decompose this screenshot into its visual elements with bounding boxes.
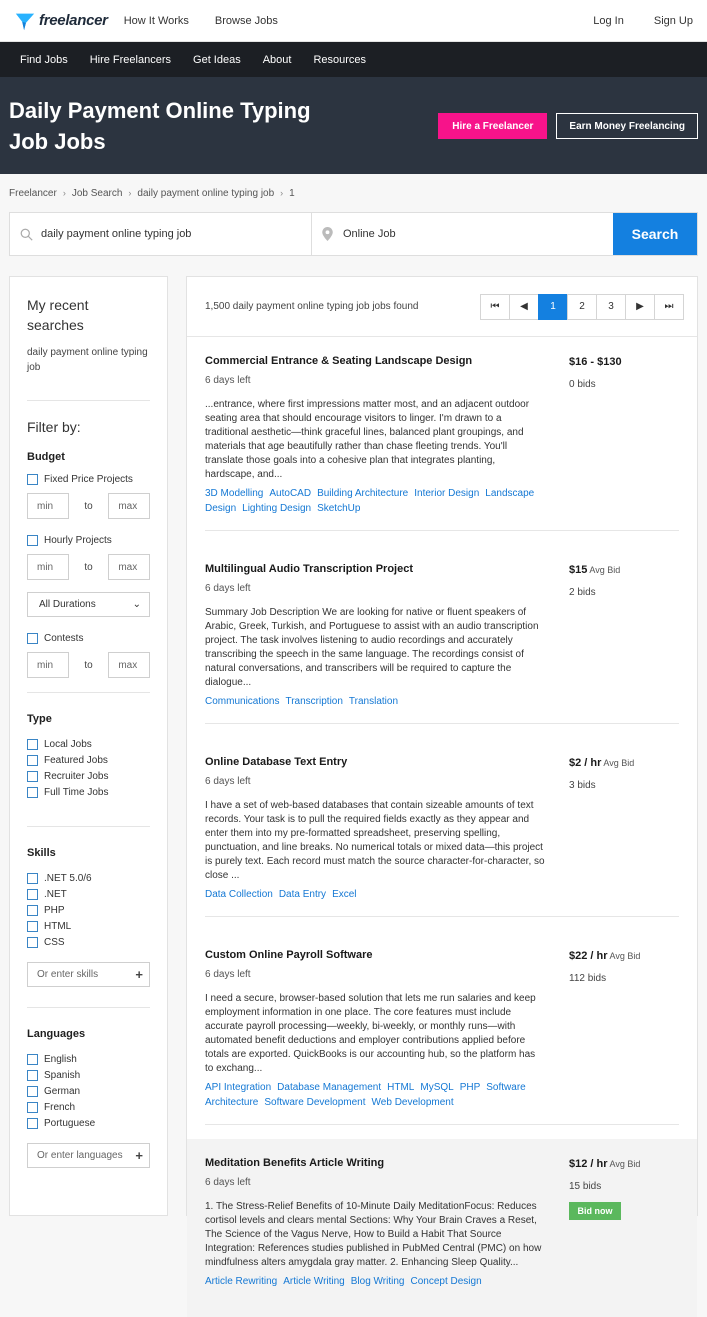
plus-icon[interactable]: + (135, 967, 143, 982)
results-panel (186, 276, 698, 1287)
divider (27, 692, 150, 693)
pagination (481, 294, 684, 320)
job-skill-tag[interactable]: Excel (332, 889, 357, 900)
search-icon (20, 228, 33, 241)
breadcrumb-job-search[interactable]: Job Search (71, 187, 123, 199)
job-tags (205, 486, 555, 516)
skill-php[interactable]: PHP (27, 905, 150, 916)
language-spanish[interactable]: Spanish (27, 1070, 150, 1081)
fixed-max-input[interactable]: max (108, 493, 150, 519)
logo-text: freelancer (39, 12, 108, 29)
job-price: $2 / hr Avg Bid (569, 757, 635, 769)
breadcrumb-query[interactable]: daily payment online typing job (137, 187, 275, 199)
job-title[interactable]: Commercial Entrance & Seating Landscape Design (205, 355, 473, 367)
fixed-price-checkbox[interactable]: Fixed Price Projects (27, 474, 150, 485)
job-bids: 15 bids (569, 1181, 602, 1192)
bid-now-button[interactable]: Bid now (569, 1202, 621, 1220)
hourly-max-input[interactable]: max (108, 554, 150, 580)
search-bar (9, 212, 698, 256)
job-card[interactable] (187, 1139, 697, 1317)
job-price-unit: Avg Bid (609, 951, 641, 961)
page-1-button[interactable]: 1 (538, 294, 568, 320)
checkbox-icon (27, 1070, 38, 1081)
nav-resources[interactable]: Resources (313, 53, 367, 66)
job-skill-tag[interactable]: AutoCAD (269, 488, 312, 499)
job-price-unit: Avg Bid (603, 758, 635, 768)
job-tags (205, 694, 555, 709)
type-full-time-jobs[interactable]: Full Time Jobs (27, 787, 150, 798)
page-3-button[interactable]: 3 (596, 294, 626, 320)
job-price: $15 Avg Bid (569, 564, 621, 576)
location-pin-icon (322, 227, 333, 241)
skills-input[interactable]: Or enter skills + (27, 962, 150, 987)
skill-css[interactable]: CSS (27, 937, 150, 948)
job-time-left: 6 days left (205, 583, 251, 594)
checkbox-icon (27, 1102, 38, 1113)
filter-sidebar (9, 276, 168, 1216)
job-skill-tag[interactable]: HTML (387, 1082, 415, 1093)
job-time-left: 6 days left (205, 969, 251, 980)
job-description: ...entrance, where first impressions matter most, and an adjacent outdoor seating area that should encourage visitors to linger. I'm drawn to a traditional aesthetic—think graceful lines, balanced plant groupings, and materials that age beautifully rather than chase fleeting trends. You'll translate those goals into a cohesive plan that integrates planting, hardscape, and... (205, 399, 530, 480)
contests-range: min to max (27, 652, 150, 678)
job-skill-tag[interactable]: PHP (459, 1082, 481, 1093)
job-skill-tag[interactable]: API Integration (205, 1082, 272, 1093)
browse-jobs-link[interactable]: Browse Jobs (214, 14, 278, 27)
nav-get-ideas[interactable]: Get Ideas (193, 53, 241, 66)
skill-net[interactable]: .NET (27, 889, 150, 900)
checkbox-icon (27, 873, 38, 884)
checkbox-icon (27, 771, 38, 782)
hourly-min-input[interactable]: min (27, 554, 69, 580)
job-skill-tag[interactable]: 3D Modelling (205, 488, 264, 499)
job-tags (205, 1080, 555, 1110)
job-card[interactable] (187, 545, 697, 738)
job-bids: 2 bids (569, 587, 596, 598)
recent-search-item[interactable]: daily payment online typing job (27, 345, 150, 401)
job-time-left: 6 days left (205, 375, 251, 386)
job-bids: 112 bids (569, 973, 607, 984)
job-title[interactable]: Multilingual Audio Transcription Project (205, 563, 413, 575)
prev-page-icon[interactable]: ◀ (509, 294, 539, 320)
filter-title: Filter by: (27, 419, 81, 435)
job-description: Summary Job Description We are looking for native or fluent speakers of Arabic, Greek, Turkish, and Portuguese to assist with an audio transcription project. The task involves listening to audio recordings and accurately transcribing the speech in the same language. The recordings consist of natural conversations, and transcribers will be required to capture the dialogue... (205, 607, 539, 688)
job-skill-tag[interactable]: Transcription (285, 696, 343, 707)
job-skill-tag[interactable]: Software Development (264, 1097, 366, 1108)
contests-max-input[interactable]: max (108, 652, 150, 678)
job-price-unit: Avg Bid (609, 1159, 641, 1169)
breadcrumb-freelancer[interactable]: Freelancer (9, 187, 57, 199)
skill-net-5[interactable]: .NET 5.0/6 (27, 873, 150, 884)
search-input[interactable] (41, 228, 281, 240)
how-it-works-link[interactable]: How It Works (123, 14, 189, 27)
job-skill-tag[interactable]: Lighting Design (242, 503, 312, 514)
earn-money-button[interactable]: Earn Money Freelancing (556, 113, 698, 139)
fixed-min-input[interactable]: min (27, 493, 69, 519)
job-skill-tag[interactable]: MySQL (420, 1082, 454, 1093)
job-description: I have a set of web-based databases that contain sizeable amounts of text records. Your task is to pull the required fields exactly as they appear and enter them into my pre-formatted spreadsheet, preserving spelling, punctuation, and line breaks. No numerical totals or mixed data—this project is purely text. Each record must match the source character-for-character, so close ... (205, 800, 545, 881)
job-description: 1. The Stress-Relief Benefits of 10-Minute Daily MeditationFocus: Reduces cortisol levels and clears mental Sections: Why Your Brain Craves a Reset, The Science of the Vagus Nerve, How to Build a Habit That Source Integration: References studies published in PubMed Central (PMC) on how mindfulness alters amygdala gray matter. 2. Enhancing Sleep Quality... (205, 1201, 542, 1268)
job-price: $16 - $130 (569, 356, 622, 368)
type-featured-jobs[interactable]: Featured Jobs (27, 755, 150, 766)
job-card[interactable] (187, 337, 697, 545)
skill-html[interactable]: HTML (27, 921, 150, 932)
checkbox-icon (27, 1086, 38, 1097)
checkbox-icon (27, 905, 38, 916)
type-recruiter-jobs[interactable]: Recruiter Jobs (27, 771, 150, 782)
job-price-unit: Avg Bid (589, 565, 621, 575)
chevron-right-icon: › (280, 188, 284, 198)
duration-select[interactable]: All Durations ⌄ (27, 592, 150, 617)
job-skill-tag[interactable]: Building Architecture (317, 488, 409, 499)
checkbox-icon (27, 739, 38, 750)
job-bids: 3 bids (569, 780, 596, 791)
checkbox-icon (27, 921, 38, 932)
job-skill-tag[interactable]: SketchUp (317, 503, 361, 514)
budget-heading: Budget (27, 451, 65, 463)
first-page-icon[interactable]: ⏮ (480, 294, 510, 320)
next-page-icon[interactable]: ▶ (625, 294, 655, 320)
top-bar (0, 0, 707, 42)
chevron-right-icon: › (128, 188, 132, 198)
checkbox-icon (27, 474, 38, 485)
language-english[interactable]: English (27, 1054, 150, 1065)
search-button[interactable]: Search (613, 213, 697, 255)
job-price: $12 / hr Avg Bid (569, 1158, 641, 1170)
location-input[interactable] (343, 228, 583, 240)
job-skill-tag[interactable]: Article Rewriting (205, 1276, 278, 1287)
results-count: 1,500 daily payment online typing job jobs found (205, 301, 419, 312)
job-skill-tag[interactable]: Interior Design (414, 488, 480, 499)
job-skill-tag[interactable]: Database Management (277, 1082, 382, 1093)
hourly-range: min to max (27, 554, 150, 580)
login-link[interactable]: Log In (593, 14, 624, 27)
skills-heading: Skills (27, 847, 56, 859)
page-2-button[interactable]: 2 (567, 294, 597, 320)
contests-checkbox[interactable]: Contests (27, 633, 150, 644)
hourly-checkbox[interactable]: Hourly Projects (27, 535, 150, 546)
language-french[interactable]: French (27, 1102, 150, 1113)
job-time-left: 6 days left (205, 776, 251, 787)
language-portuguese[interactable]: Portuguese (27, 1118, 150, 1129)
job-skill-tag[interactable]: Translation (348, 696, 399, 707)
divider (27, 1007, 150, 1008)
breadcrumb-page: 1 (289, 187, 295, 199)
job-skill-tag[interactable]: Communications (205, 696, 280, 707)
hire-freelancer-button[interactable]: Hire a Freelancer (438, 113, 547, 139)
contests-min-input[interactable]: min (27, 652, 69, 678)
job-title[interactable]: Custom Online Payroll Software (205, 949, 373, 961)
type-local-jobs[interactable]: Local Jobs (27, 739, 150, 750)
checkbox-icon (27, 787, 38, 798)
job-title[interactable]: Online Database Text Entry (205, 756, 348, 768)
job-tags (205, 887, 555, 902)
job-skill-tag[interactable]: Article Writing (283, 1276, 345, 1287)
page-title: Daily Payment Online Typing Job Jobs (9, 97, 311, 154)
type-heading: Type (27, 713, 52, 725)
freelancer-bird-icon (14, 10, 36, 32)
chevron-down-icon: ⌄ (132, 599, 141, 610)
checkbox-icon (27, 755, 38, 766)
logo[interactable] (14, 10, 108, 32)
job-card[interactable] (187, 931, 697, 1139)
job-skill-tag[interactable]: Web Development (371, 1097, 454, 1108)
job-time-left: 6 days left (205, 1177, 251, 1188)
checkbox-icon (27, 1118, 38, 1129)
fixed-price-range: min to max (27, 493, 150, 519)
checkbox-icon (27, 1054, 38, 1065)
checkbox-icon (27, 889, 38, 900)
job-skill-tag[interactable]: Concept Design (410, 1276, 482, 1287)
job-description: I need a secure, browser-based solution that lets me run salaries and keep employment information in one place. The core features must include accurate payroll processing—weekly, bi-weekly, or monthly runs—with automated benefit deductions and employer contributions applied before totals are exported. QuickBooks is our accounting hub, so the platform has to exchang... (205, 993, 536, 1074)
breadcrumb (0, 174, 707, 212)
main-nav (0, 42, 707, 77)
languages-heading: Languages (27, 1028, 86, 1040)
divider (27, 826, 150, 827)
hero-banner (0, 77, 707, 174)
signup-link[interactable]: Sign Up (653, 14, 693, 27)
job-skill-tag[interactable]: Blog Writing (350, 1276, 405, 1287)
job-skill-tag[interactable]: Data Entry (278, 889, 327, 900)
plus-icon[interactable]: + (135, 1148, 143, 1163)
job-card[interactable] (187, 738, 697, 931)
job-price: $22 / hr Avg Bid (569, 950, 641, 962)
nav-find-jobs[interactable]: Find Jobs (20, 53, 68, 66)
checkbox-icon (27, 937, 38, 948)
chevron-right-icon: › (62, 188, 66, 198)
checkbox-icon (27, 633, 38, 644)
checkbox-icon (27, 535, 38, 546)
recent-searches-title: My recent searches (27, 297, 89, 333)
job-tags (205, 1274, 555, 1289)
job-skill-tag[interactable]: Data Collection (205, 889, 273, 900)
job-skill-tag[interactable]: Software Architecture (205, 1082, 526, 1108)
job-list (187, 337, 697, 1317)
job-title[interactable]: Meditation Benefits Article Writing (205, 1157, 385, 1169)
job-bids: 0 bids (569, 379, 596, 390)
language-german[interactable]: German (27, 1086, 150, 1097)
job-skill-tag[interactable]: Landscape Design (205, 488, 535, 514)
results-header (187, 277, 697, 337)
nav-hire-freelancers[interactable]: Hire Freelancers (89, 53, 172, 66)
languages-input[interactable]: Or enter languages + (27, 1143, 150, 1168)
nav-about[interactable]: About (262, 53, 292, 66)
last-page-icon[interactable]: ⏭ (654, 294, 684, 320)
